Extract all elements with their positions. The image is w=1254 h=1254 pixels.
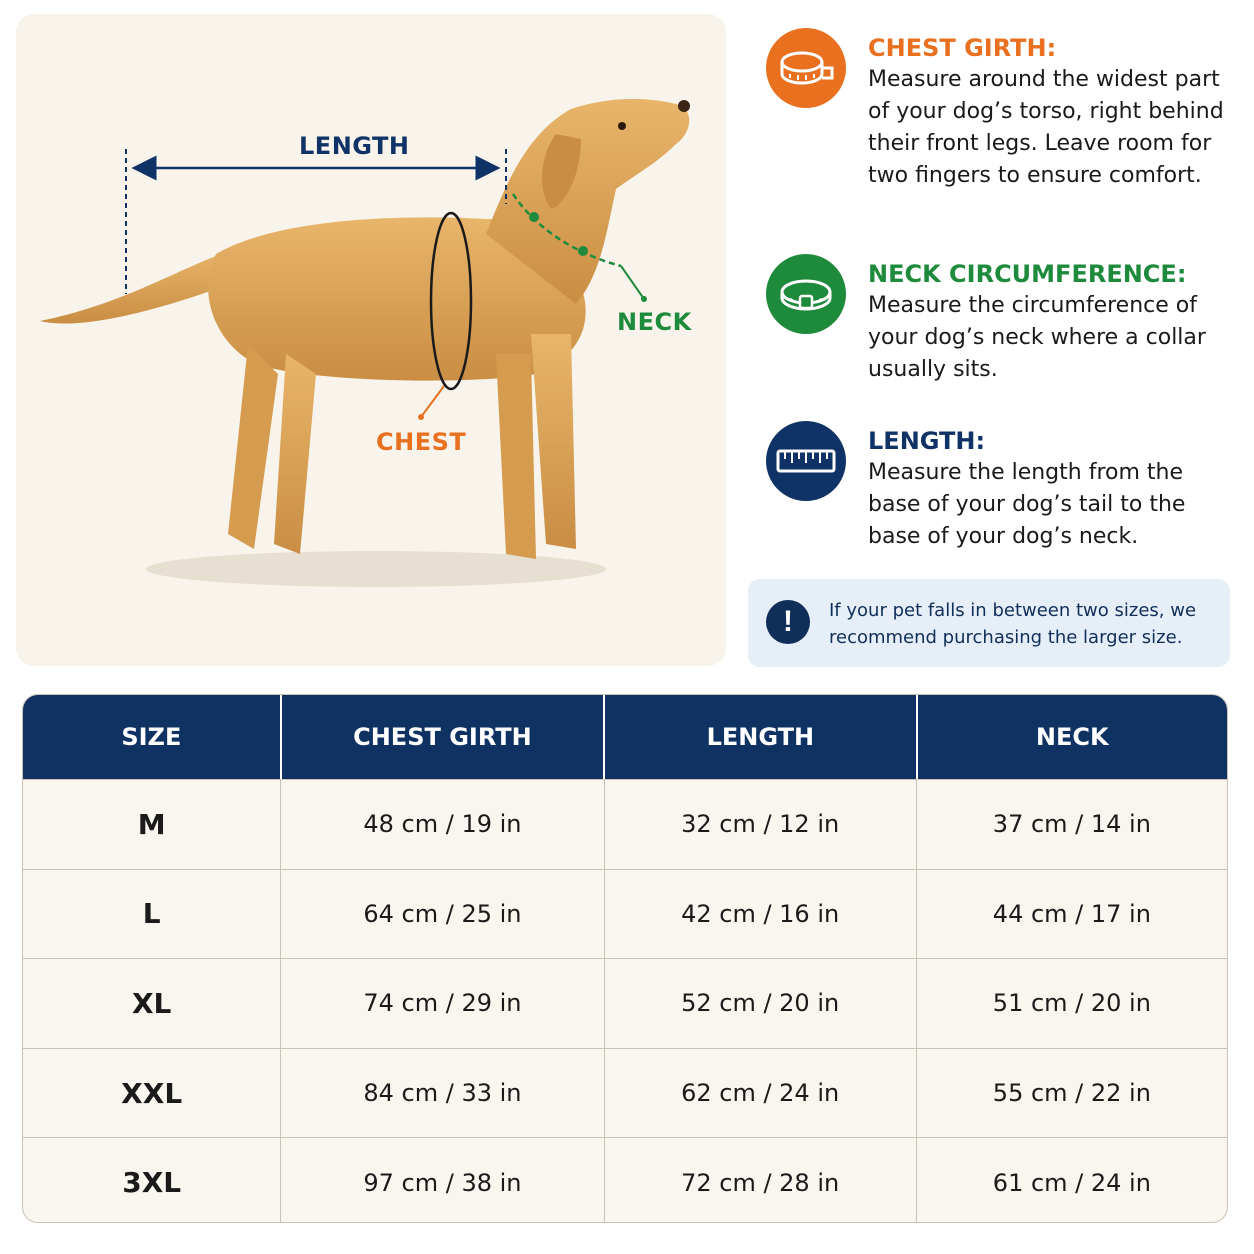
length-label: LENGTH xyxy=(299,132,410,160)
neck-cell: 44 cm / 17 in xyxy=(992,899,1151,928)
length-cell: 32 cm / 12 in xyxy=(605,780,917,869)
table-row xyxy=(23,869,1227,959)
ruler-icon xyxy=(766,421,846,501)
neck-cell: 55 cm / 22 in xyxy=(992,1079,1151,1108)
dog-diagram-panel xyxy=(16,14,726,666)
size-cell: L xyxy=(23,870,281,959)
chest-cell: 48 cm / 19 in xyxy=(281,780,604,869)
dog-tail xyxy=(40,249,236,324)
guide-title: NECK CIRCUMFERENCE: xyxy=(868,260,1187,288)
neck-label: NECK xyxy=(617,308,692,336)
exclamation-icon: ! xyxy=(766,600,810,644)
guide-text: Measure the circumference of your dog’s neck where a collar usually sits. xyxy=(868,293,1206,382)
size-cell: XL xyxy=(23,959,281,1048)
neck-cell: 61 cm / 24 in xyxy=(992,1168,1151,1197)
guide-title: CHEST GIRTH: xyxy=(868,34,1057,62)
chest-cell: 84 cm / 33 in xyxy=(281,1049,604,1138)
size-chart-table xyxy=(22,694,1228,1223)
table-header xyxy=(23,695,1227,779)
table-row xyxy=(23,958,1227,1048)
dog-nose xyxy=(678,100,690,112)
guide-text: Measure the length from the base of your dog’s tail to the base of your dog’s neck. xyxy=(868,460,1186,549)
tape-measure-icon xyxy=(766,28,846,108)
length-cell: 72 cm / 28 in xyxy=(605,1138,917,1223)
header-size: SIZE xyxy=(23,695,282,779)
header-chest-girth: CHEST GIRTH xyxy=(282,695,605,779)
length-cell: 52 cm / 20 in xyxy=(605,959,917,1048)
guide-title: LENGTH: xyxy=(868,427,986,455)
chest-cell: 64 cm / 25 in xyxy=(281,870,604,959)
length-cell: 62 cm / 24 in xyxy=(605,1049,917,1138)
shadow xyxy=(146,551,606,587)
sizing-note xyxy=(748,579,1230,667)
length-cell: 42 cm / 16 in xyxy=(605,870,917,959)
note-text: If your pet falls in between two sizes, we recommend purchasing the larger size. xyxy=(829,600,1197,648)
size-cell: XXL xyxy=(23,1049,281,1138)
size-cell: 3XL xyxy=(23,1138,281,1223)
dog-leg-front-left xyxy=(496,354,536,559)
chest-cell: 97 cm / 38 in xyxy=(281,1138,604,1223)
neck-cell: 37 cm / 14 in xyxy=(992,810,1151,839)
dog-eye xyxy=(618,122,626,130)
neck-cell: 51 cm / 20 in xyxy=(992,989,1151,1018)
chest-cell: 74 cm / 29 in xyxy=(281,959,604,1048)
table-row xyxy=(23,1048,1227,1138)
guide-text: Measure around the widest part of your dog’s torso, right behind their front legs. Leave room for two fingers to ensure comfort. xyxy=(868,67,1224,188)
header-neck: NECK xyxy=(1035,723,1109,751)
dog-leg-back-left xyxy=(228,344,278,549)
dog-illustration xyxy=(16,14,726,666)
chest-label: CHEST xyxy=(376,428,467,456)
table-row xyxy=(23,779,1227,869)
table-row xyxy=(23,1137,1227,1223)
dog-leg-front-right xyxy=(531,334,576,549)
dog-leg-back-right xyxy=(274,354,316,554)
header-length: LENGTH xyxy=(605,695,917,779)
collar-icon xyxy=(766,254,846,334)
size-cell: M xyxy=(23,780,281,869)
